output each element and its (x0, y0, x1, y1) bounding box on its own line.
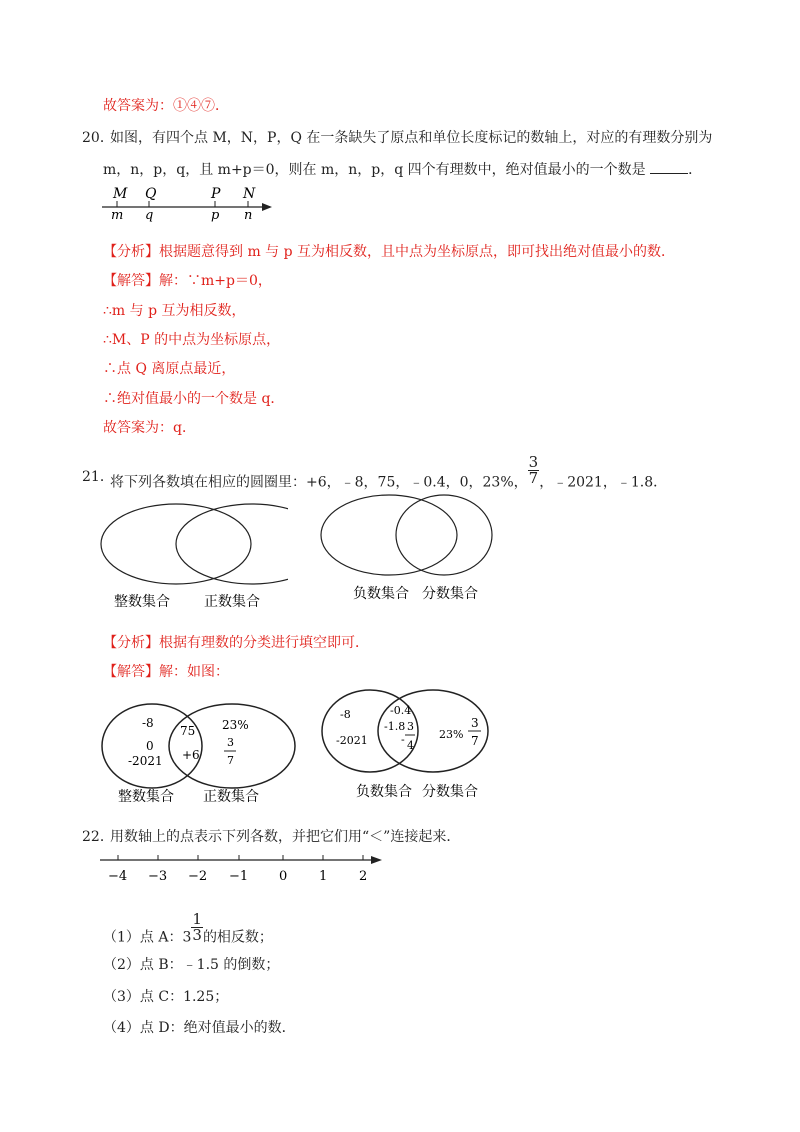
circle-positives (176, 504, 288, 584)
q20-analysis (103, 242, 675, 262)
analysis-text: 根据题意得到 m 与 p 互为相反数，且中点为坐标原点，即可找出绝对值最小的数． (159, 244, 676, 260)
analysis-text: 根据有理数的分类进行填空即可． (159, 635, 369, 651)
analysis-tag: 【分析】 (103, 244, 159, 260)
venn-answer-left (98, 698, 298, 810)
value: 23% (439, 728, 464, 741)
value: -2021 (336, 734, 368, 747)
label-p: p (211, 208, 220, 222)
q21-number: 21． (82, 469, 114, 485)
label-M: M (113, 186, 128, 202)
q20-step: 故答案为：q． (103, 420, 196, 436)
label-n: n (244, 208, 253, 222)
label-P: P (211, 186, 221, 202)
value: -2021 (128, 754, 163, 768)
label-fractions: 分数集合 (422, 784, 478, 800)
label-integers: 整数集合 (114, 594, 170, 610)
q22-text: 用数轴上的点表示下列各数，并把它们用“＜”连接起来． (110, 829, 461, 845)
value: -0.4 (390, 704, 412, 717)
q22-item-2 (103, 955, 279, 975)
value: 3 (407, 720, 414, 733)
q20-step: ∴m 与 p 互为相反数， (103, 303, 246, 319)
value: 7 (471, 734, 479, 748)
q20-text-line2-b: ． (688, 162, 703, 178)
axis-ticks (118, 855, 363, 860)
item-suffix: 的相反数； (202, 929, 273, 946)
q21-solution (103, 662, 229, 682)
fraction-denominator: 7 (528, 469, 539, 487)
q20-text-line1: 如图，有四个点 M，N，P，Q 在一条缺失了原点和单位长度标记的数轴上，对应的有理数分别为 (110, 130, 713, 146)
label-N: N (243, 186, 256, 202)
tick-label: 2 (359, 869, 368, 884)
tick-label: −3 (148, 869, 168, 884)
q22-item-4 (103, 1018, 296, 1038)
q22-number-line (98, 852, 388, 886)
fraction-denominator: 3 (192, 926, 202, 944)
q22-item-3 (103, 987, 228, 1007)
tick-label: 1 (319, 869, 328, 884)
value: 3 (227, 736, 234, 749)
fraction-numerator: 1 (192, 910, 202, 928)
q20-step: ∴点 Q 离原点最近， (103, 361, 236, 377)
fraction-numerator: 3 (528, 453, 539, 471)
value: 23% (222, 718, 249, 732)
label-integers: 整数集合 (118, 789, 174, 805)
label-positives: 正数集合 (203, 789, 259, 805)
venn-empty-right (318, 490, 498, 610)
circle-negatives (321, 495, 457, 575)
axis-arrow (371, 856, 382, 864)
tick-label: −1 (229, 869, 249, 884)
venn-answer-right (318, 686, 498, 802)
analysis-tag: 【分析】 (103, 635, 159, 651)
item-text: ﹣1.5 的倒数； (182, 957, 280, 973)
q20-step: ∴绝对值最小的一个数是 q． (103, 391, 285, 407)
q22-item-1 (103, 910, 273, 953)
q20-text-line2 (103, 160, 702, 180)
fraction-3-7 (528, 455, 540, 486)
solution-text: 解：如图： (159, 664, 229, 680)
label-q: q (145, 208, 154, 222)
item-text: 1.25； (183, 989, 229, 1005)
q20-number-line (100, 186, 285, 222)
label-Q: Q (145, 186, 157, 202)
item-prefix: （4）点 D： (103, 1020, 184, 1036)
solution-tag: 【解答】 (103, 664, 159, 680)
axis-arrow (262, 203, 272, 211)
circle-fractions (396, 495, 492, 575)
item-prefix: （2）点 B： (103, 957, 183, 973)
q20-solution (103, 271, 272, 291)
value: 75 (180, 724, 196, 738)
mixed-number-fraction (191, 912, 203, 943)
label-positives: 正数集合 (204, 594, 260, 610)
value: 0 (146, 739, 154, 753)
value: -8 (142, 716, 154, 730)
item-prefix: （3）点 C： (103, 989, 184, 1005)
q19-answer: 故答案为：①④⑦． (103, 98, 229, 114)
solution-first: 解：∵m+p＝0， (159, 273, 272, 289)
q21-text-a: 将下列各数填在相应的圆圈里：+6，﹣8，75，﹣0.4，0，23%， (110, 474, 528, 491)
value: 7 (227, 754, 234, 767)
solution-tag: 【解答】 (103, 273, 159, 289)
value: -1.8 (384, 720, 406, 733)
tick-label: 0 (279, 869, 288, 884)
value: - (401, 733, 405, 746)
value: 4 (407, 739, 414, 752)
value: 3 (471, 716, 479, 730)
q20-text-line2-a: m，n，p，q，且 m+p＝0，则在 m，n，p，q 四个有理数中，绝对值最小的一个数是 (103, 162, 646, 178)
q22-number: 22． (82, 829, 114, 845)
item-text: 绝对值最小的数． (183, 1020, 296, 1036)
label-fractions: 分数集合 (422, 586, 478, 602)
q20-step: ∴M、P 的中点为坐标原点， (103, 332, 281, 348)
q21-text-b: ，﹣2021，﹣1.8． (539, 474, 668, 491)
value: -8 (340, 708, 351, 721)
tick-label: −2 (188, 869, 208, 884)
label-negatives: 负数集合 (356, 784, 412, 800)
item-prefix: （1）点 A： (103, 929, 183, 946)
tick-label: −4 (108, 869, 128, 884)
venn-empty-left (98, 500, 288, 620)
label-negatives: 负数集合 (353, 586, 409, 602)
mixed-number-whole: 3 (182, 929, 192, 946)
answer-blank (650, 161, 688, 174)
q21-analysis (103, 633, 369, 653)
q20-number: 20． (82, 130, 114, 146)
value: +6 (182, 748, 200, 762)
label-m: m (111, 208, 124, 222)
